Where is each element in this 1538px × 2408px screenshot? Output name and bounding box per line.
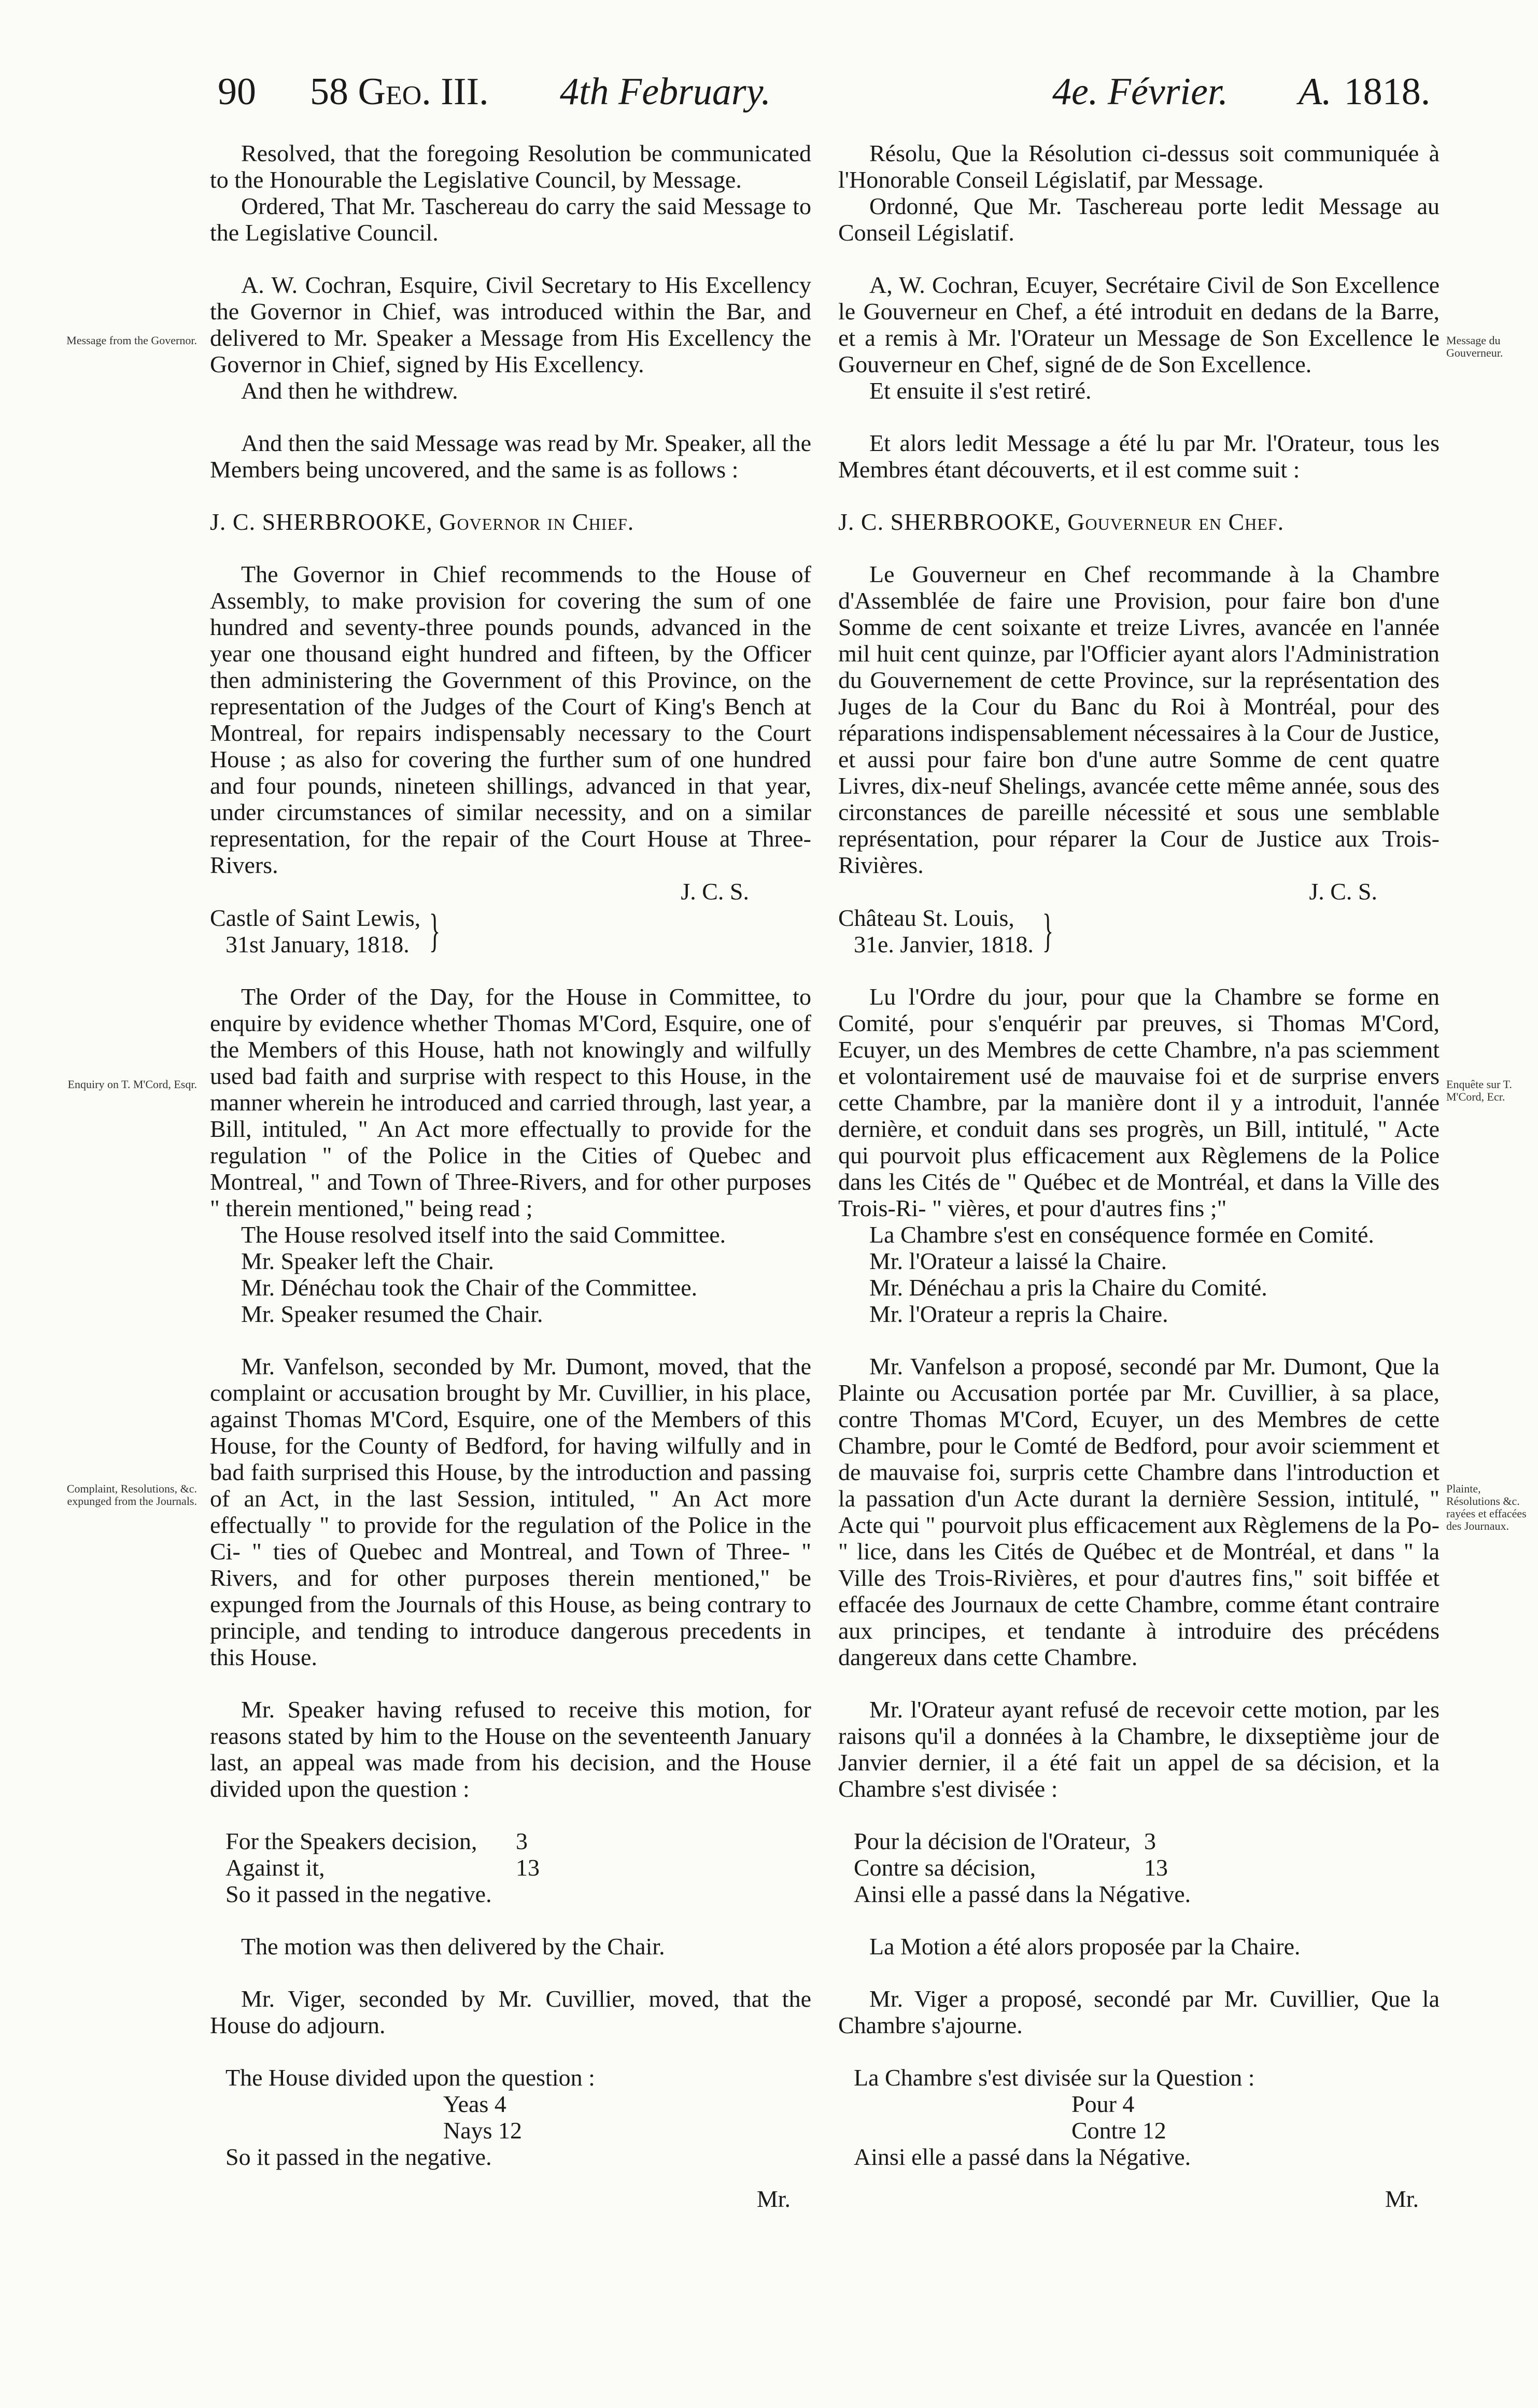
fr-vote-against-label: Contre sa décision, [854,1854,1036,1881]
fr-chambre-divisee: La Chambre s'est divisée sur la Question : [854,2064,1255,2091]
fr-result-2: Ainsi elle a passé dans la Négative. [854,2144,1191,2170]
fr-division-2 [838,2064,1440,2170]
en-denechau: Mr. Dénéchau took the Chair of the Committee. [241,1274,698,1301]
margin-note-message-en: Message from the Governor. [66,334,197,347]
fr-viger-motion: Mr. Viger a proposé, secondé par Mr. Cuvillier, Que la Chambre s'ajourne. [838,1985,1440,2038]
en-committee: The House resolved itself into the said Committee. [241,1221,726,1248]
en-vanfelson-motion: Mr. Vanfelson, seconded by Mr. Dumont, moved, that the complaint or accusation brought by Mr. Cuvillier, in his place, against Thomas M'Cord, Esquire, one of the Members of this House, for the County of Bedford, for having wilfully and in bad faith surprised this House, by the introduction and passing of an Act, in the last Session, intituled, " An Act more effectually " to provide for the regulation of the Police in the Ci- " ties of Quebec and Montreal, and Town of Three- " Rivers, and for other purposes therein mentioned," be expunged from the Journals of this House, as being contrary to principle, and tending to introduce dangerous precedents in this House. [210,1353,811,1670]
en-yeas: Yeas 4 [443,2091,506,2117]
fr-resolu: Résolu, Que la Résolution ci-dessus soit communiquée à l'Honorable Conseil Législatif, par Message. [838,140,1440,193]
fr-orateur-refuse: Mr. l'Orateur ayant refusé de recevoir cette motion, par les raisons qu'il a données à la Chambre, le dixseptième jour de Janvier dernier, il a été fait un appel de sa décision, et la Chambre s'est divisée : [838,1696,1440,1802]
fr-retire: Et ensuite il s'est retiré. [869,377,1092,404]
en-place: Castle of Saint Lewis, [210,905,421,931]
en-speaker-left: Mr. Speaker left the Chair. [241,1248,494,1274]
en-speaker-resumed: Mr. Speaker resumed the Chair. [241,1301,543,1327]
en-result-2: So it passed in the negative. [225,2144,492,2170]
fr-vote-against-value: 13 [1144,1854,1168,1881]
en-speaker-refused: Mr. Speaker having refused to receive this motion, for reasons stated by him to the House on the seventeenth January last, an appeal was made from his decision, and the House divided upon the question : [210,1696,811,1802]
fr-brace-icon: } [1042,905,1054,956]
fr-pour: Pour 4 [1071,2091,1135,2117]
fr-message-lu: Et alors ledit Message a été lu par Mr. l'Orateur, tous les Membres étant découverts, et il est comme suit : [838,430,1440,483]
fr-orateur-repris: Mr. l'Orateur a repris la Chaire. [869,1301,1168,1327]
fr-cochran: A, W. Cochran, Ecuyer, Secrétaire Civil de Son Excellence le Gouverneur en Chef, a été introduit en dedans de la Barre, et a remis à Mr. l'Orateur un Message de Son Excellence le Gouverneur en Chef, signé de de Son Excellence. [838,272,1440,377]
year-label [1299,70,1430,114]
en-governor-heading: J. C. SHERBROOKE, Governor in Chief. [210,509,634,535]
page-number: 90 [218,71,256,113]
reign-label: 58 Geo. III. [310,71,489,113]
fr-orateur-laisse: Mr. l'Orateur a laissé la Chaire. [869,1248,1167,1274]
en-date: 31st January, 1818. [225,931,410,957]
fr-ordonne: Ordonné, Que Mr. Taschereau porte ledit Message au Conseil Législatif. [838,193,1440,246]
en-initials: J. C. S. [681,878,749,905]
en-signature-block [210,905,811,957]
margin-note-message-fr: Message du Gouverneur. [1446,334,1503,359]
margin-note-complaint-en: Complaint, Resolutions, &c. expunged from the Journals. [66,1482,197,1508]
fr-initials: J. C. S. [1309,878,1377,905]
fr-result-1: Ainsi elle a passé dans la Négative. [854,1881,1191,1907]
fr-governor-message: Le Gouverneur en Chef recommande à la Chambre d'Assemblée de faire une Provision, pour faire bon d'une Somme de cent soixante et treize Livres, avancée en l'année mil huit cent quinze, par l'Officier ayant alors l'Administration du Gouvernement de cette Province, sur la représentation des Juges de la Cour du Banc du Roi à Montréal, pour des réparations indispensablement nécessaires à la Cour de Justice, et aussi pour faire bon d'une autre Somme de cent quatre Livres, dix-neuf Shelings, avancée cette même année, sous des circonstances de pareille nécessité et sous une semblable représentation, pour réparer la Cour de Justice aux Trois-Rivières. [838,561,1440,878]
english-column [210,140,811,2212]
fr-place: Château St. Louis, [838,905,1014,931]
en-brace-icon: } [429,905,441,956]
en-ordered: Ordered, That Mr. Taschereau do carry the said Message to the Legislative Council. [210,193,811,246]
en-vote-against-value: 13 [516,1854,540,1881]
fr-denechau: Mr. Dénéchau a pris la Chaire du Comité. [869,1274,1267,1301]
en-nays: Nays 12 [443,2117,523,2144]
en-resolved: Resolved, that the foregoing Resolution be communicated to the Honourable the Legislative Council, by Message. [210,140,811,193]
en-cochran: A. W. Cochran, Esquire, Civil Secretary to His Excellency the Governor in Chief, was introduced within the Bar, and delivered to Mr. Speaker a Message from His Excellency the Governor in Chief, signed by His Excellency. [210,272,811,377]
en-division-1 [210,1828,811,1907]
fr-contre: Contre 12 [1071,2117,1166,2144]
year-prefix: A. [1299,71,1332,113]
fr-signature-block [838,905,1440,957]
fr-date: 31e. Janvier, 1818. [854,931,1034,957]
fr-governor-heading: J. C. SHERBROOKE, Gouverneur en Chef. [838,509,1285,535]
fr-vanfelson-motion: Mr. Vanfelson a proposé, secondé par Mr. Dumont, Que la Plainte ou Accusation portée par Mr. Cuvillier, à sa place, contre Thomas M'Cord, Ecuyer, un des Membres de cette Chambre, pour le Comté de Bedford, pour avoir sciemment et de mauvaise foi, surpris cette Chambre dans l'introduction et la passation d'un Acte durant la dernière Session, intitulé, " Acte qui " pourvoit plus efficacement aux Règlemens de la Po- " lice, dans les Cités de Québec et de Montréal, et dans " la Ville des Trois-Rivières, et pour d'autres fins," soit biffée et effacée des Journaux de cette Chambre, comme étant contraire aux principes, et tendante à introduire des précédens dangereux dans cette Chambre. [838,1353,1440,1670]
fr-comite: La Chambre s'est en conséquence formée en Comité. [869,1221,1374,1248]
fr-division-1 [838,1828,1440,1907]
en-message-read: And then the said Message was read by Mr. Speaker, all the Members being uncovered, and the same is as follows : [210,430,811,483]
year-number: 1818. [1344,71,1431,113]
en-governor-message: The Governor in Chief recommends to the House of Assembly, to make provision for covering the sum of one hundred and seventy-three pounds pounds, advanced in the year one thousand eight hundred and fifteen, by the Officer then administering the Government of this Province, on the representation of the Judges of the Court of King's Bench at Montreal, for repairs indispensably necessary to the Court House ; as also for covering the further sum of one hundred and four pounds, nineteen shillings, advanced in that year, under circumstances of similar necessity, and on a similar representation, for the repair of the Court House at Three-Rivers. [210,561,811,878]
en-house-divided: The House divided upon the question : [225,2064,595,2091]
fr-vote-for-value: 3 [1144,1828,1156,1854]
margin-note-complaint-fr: Plainte, Résolutions &c. rayées et effacées des Journaux. [1446,1482,1527,1532]
date-english: 4th February. [560,71,771,113]
en-motion-delivered: The motion was then delivered by the Chair. [241,1933,665,1960]
fr-motion-proposee: La Motion a été alors proposée par la Chaire. [869,1933,1301,1960]
date-french: 4e. Février. [1052,71,1229,113]
en-vote-against-label: Against it, [225,1854,325,1881]
en-result-1: So it passed in the negative. [225,1881,492,1907]
fr-catchword: Mr. [1385,2186,1419,2212]
en-catchword: Mr. [756,2186,791,2212]
fr-vote-for-label: Pour la décision de l'Orateur, [854,1828,1131,1854]
fr-ordre-du-jour: Lu l'Ordre du jour, pour que la Chambre se forme en Comité, pour s'enquérir par preuves, si Thomas M'Cord, Ecuyer, un des Membres de cette Chambre, n'a pas sciemment et volontairement usé de mauvaise foi et de surprise envers cette Chambre, par la manière dont il y a introduit, l'année dernière, et conduit dans ses progrès, un Bill, intitulé, " Acte qui pourvoit plus efficacement aux Règlemens de la Police dans les Cités de " Québec et de Montréal, et dans la Ville des Trois-Ri- " vières, et pour d'autres fins ;" [838,983,1440,1221]
en-division-2 [210,2064,811,2170]
margin-note-enquiry-en: Enquiry on T. M'Cord, Esqr. [67,1078,197,1091]
en-viger-motion: Mr. Viger, seconded by Mr. Cuvillier, moved, that the House do adjourn. [210,1985,811,2038]
en-vote-for-label: For the Speakers decision, [225,1828,477,1854]
en-withdrew: And then he withdrew. [241,377,458,404]
en-vote-for-value: 3 [516,1828,528,1854]
running-header [0,70,1538,132]
en-order-of-day: The Order of the Day, for the House in Committee, to enquire by evidence whether Thomas M'Cord, Esquire, one of the Members of this House, hath not knowingly and wilfully used bad faith and surprise with respect to this House, in the manner wherein he introduced and carried through, last year, a Bill, intituled, " An Act more effectually to provide for the regulation " of the Police in the Cities of Quebec and Montreal, " and Town of Three-Rivers, and for other purposes " therein mentioned," being read ; [210,983,811,1221]
margin-note-enquiry-fr: Enquête sur T. M'Cord, Ecr. [1446,1078,1512,1103]
french-column [838,140,1440,2212]
